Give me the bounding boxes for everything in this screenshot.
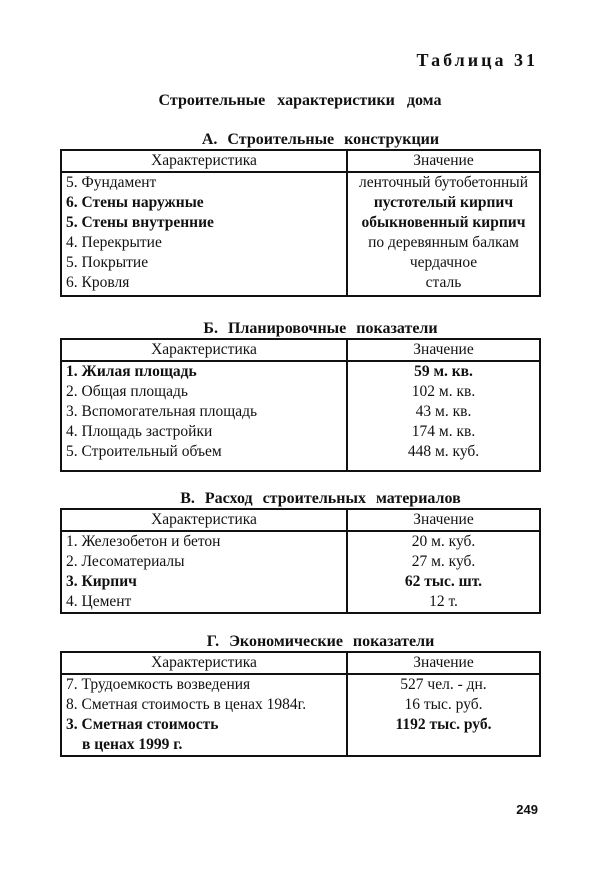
table-row	[61, 233, 540, 253]
cell-value: чердачное	[409, 254, 478, 271]
cell-value: 16 тыс. руб.	[404, 696, 483, 713]
column-header-characteristic: Характеристика	[61, 339, 347, 361]
cell-value: обыкновенный кирпич	[361, 214, 526, 231]
cell-value: по деревянным балкам	[368, 234, 519, 251]
table-header-row	[61, 339, 540, 361]
section-planning	[60, 320, 541, 472]
data-table	[60, 508, 541, 614]
cell-characteristic: 2. Общая площадь	[61, 382, 347, 402]
data-table	[60, 149, 541, 297]
table-header-row	[61, 652, 540, 674]
cell-characteristic: 5. Строительный объем	[61, 442, 347, 471]
cell-characteristic: 1. Железобетон и бетон	[61, 531, 347, 552]
column-header-value: Значение	[347, 150, 540, 172]
cell-characteristic-line2: в ценах 1999 г.	[82, 736, 183, 753]
cell-characteristic: 5. Фундамент	[61, 172, 347, 193]
page-title: Строительные характеристики дома	[158, 92, 442, 109]
page-number: 249	[516, 802, 538, 817]
cell-characteristic: 1. Жилая площадь	[61, 361, 347, 382]
cell-characteristic: 3. Вспомогательная площадь	[61, 402, 347, 422]
table-row	[61, 172, 540, 193]
cell-value: 59 м. кв.	[414, 363, 473, 380]
column-header-value: Значение	[347, 339, 540, 361]
cell-value: пустотелый кирпич	[373, 194, 514, 211]
cell-value: 448 м. куб.	[407, 443, 480, 460]
section-materials	[60, 490, 541, 614]
data-table	[60, 651, 541, 757]
section-title: Г. Экономические показатели	[206, 633, 435, 650]
cell-characteristic: 8. Сметная стоимость в ценах 1984г.	[61, 695, 347, 715]
cell-value: 174 м. кв.	[411, 423, 476, 440]
table-row	[61, 572, 540, 592]
cell-characteristic: 6. Стены наружные	[61, 193, 347, 213]
table-row	[61, 674, 540, 695]
table-row	[61, 213, 540, 233]
column-header-value: Значение	[347, 509, 540, 531]
table-row	[61, 422, 540, 442]
cell-value: 20 м. куб.	[411, 533, 476, 550]
cell-value: 27 м. куб.	[411, 553, 476, 570]
section-economics	[60, 633, 541, 757]
cell-characteristic-line1: 3. Сметная стоимость	[66, 716, 219, 733]
cell-value: 102 м. кв.	[411, 383, 476, 400]
table-row	[61, 552, 540, 572]
table-label: Таблица 31	[416, 50, 538, 70]
cell-characteristic: 4. Перекрытие	[61, 233, 347, 253]
table-row	[61, 361, 540, 382]
column-header-characteristic: Характеристика	[61, 652, 347, 674]
table-row	[61, 531, 540, 552]
cell-value: 12 т.	[429, 593, 458, 610]
table-row	[61, 592, 540, 613]
cell-value: сталь	[425, 274, 462, 291]
column-header-characteristic: Характеристика	[61, 150, 347, 172]
cell-characteristic: 7. Трудоемкость возведения	[61, 674, 347, 695]
cell-characteristic: 5. Покрытие	[61, 253, 347, 273]
table-row	[61, 273, 540, 296]
cell-value: 62 тыс. шт.	[404, 573, 483, 590]
cell-characteristic: 2. Лесоматериалы	[61, 552, 347, 572]
table-row	[61, 382, 540, 402]
table-row	[61, 695, 540, 715]
cell-characteristic	[61, 715, 347, 756]
table-row	[61, 715, 540, 756]
table-header-row	[61, 509, 540, 531]
table-row	[61, 253, 540, 273]
cell-characteristic: 4. Цемент	[61, 592, 347, 613]
table-header-row	[61, 150, 540, 172]
table-row	[61, 442, 540, 471]
cell-value: ленточный бутобетонный	[358, 174, 529, 191]
section-title: В. Расход строительных материалов	[180, 490, 461, 507]
table-row	[61, 193, 540, 213]
cell-value: 43 м. кв.	[415, 403, 472, 420]
section-construction	[60, 131, 541, 297]
section-title: Б. Планировочные показатели	[203, 320, 438, 337]
cell-characteristic: 3. Кирпич	[61, 572, 347, 592]
table-row	[61, 402, 540, 422]
cell-characteristic: 4. Площадь застройки	[61, 422, 347, 442]
column-header-characteristic: Характеристика	[61, 509, 347, 531]
data-table	[60, 338, 541, 472]
cell-value: 1192 тыс. руб.	[395, 716, 492, 733]
section-title: А. Строительные конструкции	[201, 131, 440, 148]
cell-characteristic: 6. Кровля	[61, 273, 347, 296]
column-header-value: Значение	[347, 652, 540, 674]
cell-value: 527 чел. - дн.	[400, 676, 487, 693]
cell-characteristic: 5. Стены внутренние	[61, 213, 347, 233]
